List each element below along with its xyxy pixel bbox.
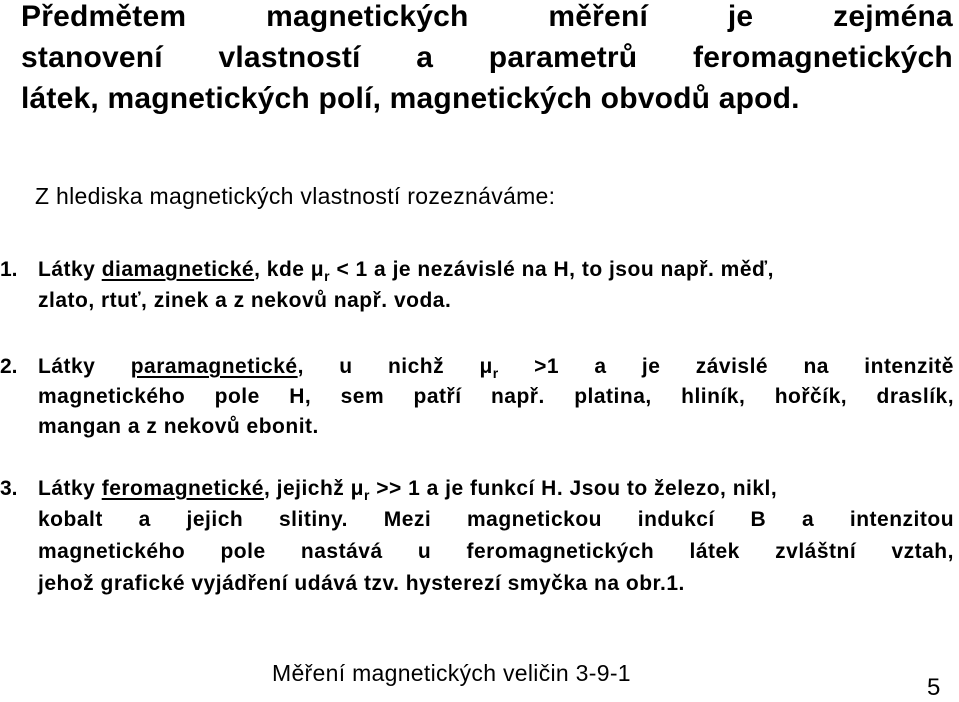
intro-word: feromagnetických (693, 41, 953, 74)
term-ferromagnetic: feromagnetické (101, 477, 264, 500)
item-1-line-1: Látky diamagnetické, kde $\mu_r < 1$ a je nezávislé na H, to jsou např. měď, (38, 258, 774, 284)
item-2-line-2: magnetického pole H, sem patří např. platina, hliník, hořčík, draslík, (38, 385, 955, 408)
item-2-number: 2. (0, 355, 18, 378)
item-3-line-3: magnetického pole nastává u feromagnetických látek zvláštní vztah, (38, 540, 954, 563)
intro-line-2 (21, 41, 953, 75)
item-1-line-2: zlato, rtuť, zinek a z nekovů např. voda. (38, 289, 452, 312)
intro-word: zejména (833, 0, 953, 33)
intro-word: parametrů (488, 41, 638, 74)
intro-word: je (727, 0, 754, 33)
footer-title: Měření magnetických veličin 3-9-1 (272, 660, 631, 686)
page-number: 5 (927, 674, 941, 701)
intro-line-3: látek, magnetických polí, magnetických obvodů apod. (21, 82, 800, 115)
term-paramagnetic: paramagnetické (130, 355, 298, 378)
item-3-line-2: kobalt a jejich slitiny. Mezi magnetickou indukcí B a intenzitou (38, 508, 955, 531)
item-2-line-1: Látky paramagnetické, u nichž $\mu_r >1$ a je závislé na intenzitě (38, 355, 954, 381)
intro-word: Předmětem (21, 0, 187, 33)
intro-word: a (416, 41, 434, 74)
intro-line-1 (21, 0, 953, 34)
item-3-line-4: jehož grafické vyjádření udává tzv. hysterezí smyčka na obr.1. (38, 572, 685, 595)
subheading: Z hlediska magnetických vlastností rozeznáváme: (35, 183, 556, 209)
item-3-number: 3. (0, 477, 18, 500)
intro-word: vlastností (218, 41, 361, 74)
intro-word: stanovení (21, 41, 163, 74)
intro-word: měření (548, 0, 649, 33)
term-diamagnetic: diamagnetické (101, 258, 255, 281)
intro-word: magnetických (266, 0, 469, 33)
item-1-number: 1. (0, 258, 18, 281)
item-2-line-3: mangan a z nekovů ebonit. (38, 415, 319, 438)
item-3-line-1: Látky feromagnetické, jejichž $\mu_r >> 1$ a je funkcí H. Jsou to železo, nikl, (38, 477, 778, 503)
